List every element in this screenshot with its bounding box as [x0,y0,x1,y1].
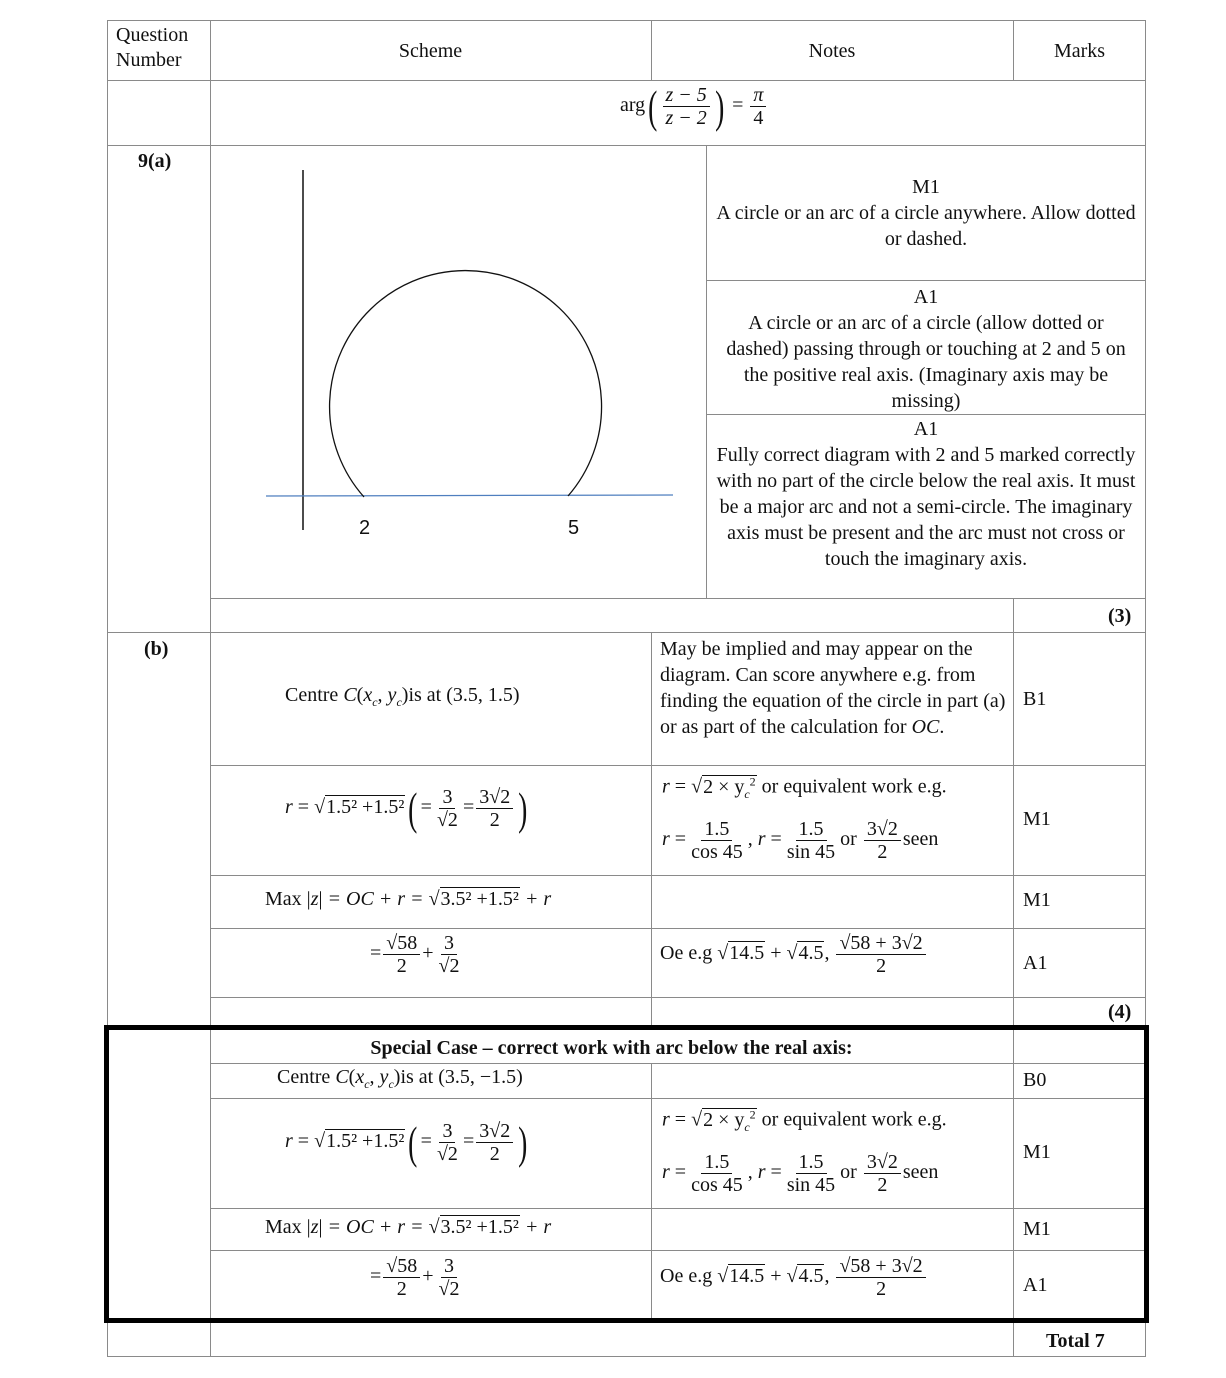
sub-c: c [744,786,750,801]
frac-den: sin 45 [786,841,836,863]
yc: y [387,684,397,706]
frac-den: 2 [489,1143,500,1165]
is-at: is at [408,684,442,706]
row-divider [210,1063,1146,1064]
sc-radius-note-line1: $r = √2 \times y_c^2$ or equivalent work e.g. [662,1107,947,1134]
row-divider [107,145,1146,146]
equals-sign: = [370,1265,382,1288]
row-divider [210,928,1146,929]
argand-diagram [255,160,695,540]
four: 4 [753,107,764,129]
frac-num: 3√2 [476,1120,513,1143]
column-divider-question [210,20,211,1357]
special-case-border-left [104,1025,109,1323]
row-divider [210,1208,1146,1209]
radicand: 1.5² +1.5² [326,796,405,819]
mark-m1: M1 [1023,1218,1051,1240]
frac-num: √58 [383,932,420,955]
sc-radius-working: r = √1.5² +1.5²( = $\frac{3}{√2}$ = $\frac{3√2}{2}$ ) [285,1116,528,1168]
oc-plus-r: = OC + r = [327,888,424,910]
header-scheme: Scheme [398,40,463,62]
real-axis-label-2: 2 [359,517,371,539]
part-b-subtotal: (4) [1108,1001,1132,1023]
frac-num: √58 [383,1255,420,1278]
mark-b1: B1 [1023,688,1047,710]
note-text: or equivalent work e.g. [761,775,947,798]
given-denominator: z − 2 [665,107,707,129]
frac-den: sin 45 [786,1174,836,1196]
radius-working: r = √1.5² +1.5²( = $\frac{3}{√2}$ = $\frac{3√2}{2}$ ) [285,782,528,834]
mark-m1: M1 [1023,889,1051,911]
centre-point: (3.5, 1.5) [446,684,520,706]
radius-note-line2: r = $\frac{1.5}{\cos 45}$ , r = $\frac{1.5}{\sin 45}$ or $\frac{3√2}{2}$ seen [662,818,939,863]
radicand: 3.5² +1.5² [440,888,519,910]
note-mark: A1 [913,286,939,308]
mark-a1: A1 [1023,952,1048,974]
sub-c: c [364,1077,370,1091]
note-text: A circle or an arc of a circle anywhere. Allow dotted or dashed. [716,202,1136,250]
final-answer-working [370,932,465,977]
column-divider-scheme [651,632,652,1027]
radicand: 3.5² +1.5² [440,1216,519,1238]
column-divider-scheme [651,1063,652,1321]
arg-label: arg [620,94,646,117]
centre-working: Centre $C(x_c$, $y_c)is$ at (3.5, 1.5) [285,684,520,709]
frac-den: 2 [396,955,407,977]
column-divider-notes [1013,1027,1014,1357]
oc-plus-r: = OC + r = [327,1216,424,1238]
xc: x [363,684,373,706]
final-answer-note: Oe e.g √14.5 + √4.5, $\frac{√58 + 3√2}{2}$ [660,932,928,977]
or-word: or [840,1161,857,1184]
radicand: 4.5 [798,1265,824,1288]
frac-num: 1.5 [701,1151,732,1174]
frac-den: √2 [438,955,460,977]
mark-b0: B0 [1023,1069,1047,1091]
mark-m1: M1 [1023,808,1051,830]
header-notes: Notes [808,40,856,62]
column-divider-marks [1013,598,1014,632]
row-divider [706,280,1146,281]
part-a-note-1 [712,174,1140,252]
seen-word: seen [902,1161,939,1184]
given-equation: arg( $\frac{z - 5}{z - 2}$ ) = $\frac{\pi}{4}$ [620,84,768,129]
frac-den: √2 [436,1143,458,1165]
note-mark: M1 [912,176,940,198]
centre-note: May be implied and may appear on the diagram. Can score anywhere e.g. from finding the equation of the circle in part (a) or as part of the calculation for OC. [660,638,1006,738]
row-divider [210,765,1146,766]
equals-sign: = [732,94,744,117]
header-question-number: Question Number [116,24,189,71]
frac-den: √2 [438,1278,460,1300]
max-word: Max [265,1216,302,1238]
mark-a1: A1 [1023,1274,1048,1296]
row-divider [210,875,1146,876]
frac-num: 3√2 [476,786,513,809]
row-divider [107,632,1146,633]
row-divider [210,997,1146,998]
frac-num: 3√2 [864,818,901,841]
table-border-top [107,20,1146,21]
sub-c: c [388,1077,394,1091]
row-divider [210,598,1146,599]
real-axis-label-5: 5 [568,517,580,539]
special-case-border-top [104,1025,1149,1030]
real-axis [266,495,673,496]
note-mark: A1 [913,418,939,440]
plus-r: + r [524,1216,552,1238]
part-a-label: 9(a) [138,150,172,172]
frac-num: 3√2 [864,1151,901,1174]
circle-arc [330,271,602,497]
note-text: Fully correct diagram with 2 and 5 marked correctly with no part of the circle below the real axis. It must be a major arc and not a semi-circle. The imaginary axis must be present and the arc must not cross or touch the imaginary axis. [716,444,1136,570]
sc-final-answer-working [370,1255,465,1300]
is-at: is at [400,1066,434,1088]
radicand: 2 × y [703,1108,745,1131]
frac-den: √2 [436,809,458,831]
part-a-subtotal: (3) [1108,605,1132,627]
sub-c: c [372,695,378,709]
radius-note-line1: $r = √2 \times y_c^2$ or equivalent work e.g. [662,774,947,801]
sub-c: c [396,695,402,709]
part-a-note-2 [716,284,1136,414]
oe-eg: Oe e.g [660,1265,713,1288]
xc: x [355,1066,365,1088]
total-marks: Total 7 [1046,1330,1105,1352]
sc-final-answer-note: Oe e.g √14.5 + √4.5, $\frac{√58 + 3√2}{2}$ [660,1255,928,1300]
frac-den: 2 [876,955,887,977]
part-a-note-3 [710,416,1142,572]
yc: y [379,1066,389,1088]
radicand: 14.5 [729,1265,765,1288]
centre-var: C [343,684,357,706]
centre-point: (3.5, −1.5) [438,1066,523,1088]
frac-den: 2 [396,1278,407,1300]
frac-num: √58 + 3√2 [836,932,925,955]
note-text: or equivalent work e.g. [761,1108,947,1131]
frac-num: 3 [441,1255,457,1278]
plus-r: + r [524,888,552,910]
oe-eg: Oe e.g [660,942,713,965]
sc-max-modulus-working: Max |z| = OC + r = √3.5² +1.5² + r [265,1216,552,1238]
radicand: 1.5² +1.5² [326,1130,405,1153]
given-numerator: z − 5 [663,84,710,107]
centre-word: Centre [285,684,339,706]
centre-word: Centre [277,1066,331,1088]
sup-2: 2 [749,774,756,788]
frac-den: cos 45 [691,841,743,863]
or-word: or [840,828,857,851]
note-text: A circle or an arc of a circle (allow dotted or dashed) passing through or touching at 2 and 5 on the positive real axis. (Imaginary axis may be missing) [726,312,1126,412]
radicand: 2 × y [703,775,745,798]
centre-var: C [335,1066,349,1088]
max-modulus-working: Max |z| = OC + r = √3.5² +1.5² + r [265,888,552,910]
plus-sign: + [422,1265,434,1288]
mark-m1: M1 [1023,1141,1051,1163]
frac-num: 3 [441,932,457,955]
frac-den: 2 [877,841,888,863]
frac-num: 1.5 [796,818,827,841]
column-divider-notes [1013,632,1014,1027]
plus-sign: + [422,942,434,965]
special-case-title: Special Case – correct work with arc below the real axis: [370,1037,853,1059]
frac-num: 1.5 [701,818,732,841]
row-divider [210,1250,1146,1251]
r-var: r [285,796,293,819]
r-var: r [285,1130,293,1153]
frac-den: 2 [876,1278,887,1300]
equals-sign: = [370,942,382,965]
max-word: Max [265,888,302,910]
row-divider [107,80,1146,81]
oc-italic: OC [911,716,940,738]
frac-den: 2 [489,809,500,831]
frac-num: 3 [439,786,455,809]
sup-2: 2 [749,1107,756,1121]
sc-centre-working: Centre $C(x_c$, $y_c)is$ at (3.5, −1.5) [277,1066,523,1091]
sc-radius-note-line2: r = $\frac{1.5}{\cos 45}$ , r = $\frac{1.5}{\sin 45}$ or $\frac{3√2}{2}$ seen [662,1151,939,1196]
frac-den: cos 45 [691,1174,743,1196]
sub-c: c [744,1119,750,1134]
radicand: 14.5 [729,942,765,965]
row-divider [210,1098,1146,1099]
part-b-label: (b) [144,638,169,660]
special-case-border-bottom [104,1318,1149,1323]
pi: π [750,84,766,107]
header-marks: Marks [1053,40,1106,62]
table-border-bottom [107,1356,1146,1357]
special-case-border-right [1144,1025,1149,1323]
column-divider-diagram [706,145,707,598]
frac-num: 1.5 [796,1151,827,1174]
radicand: 4.5 [798,942,824,965]
frac-num: 3 [439,1120,455,1143]
frac-den: 2 [877,1174,888,1196]
frac-num: √58 + 3√2 [836,1255,925,1278]
seen-word: seen [902,828,939,851]
row-divider [706,414,1146,415]
